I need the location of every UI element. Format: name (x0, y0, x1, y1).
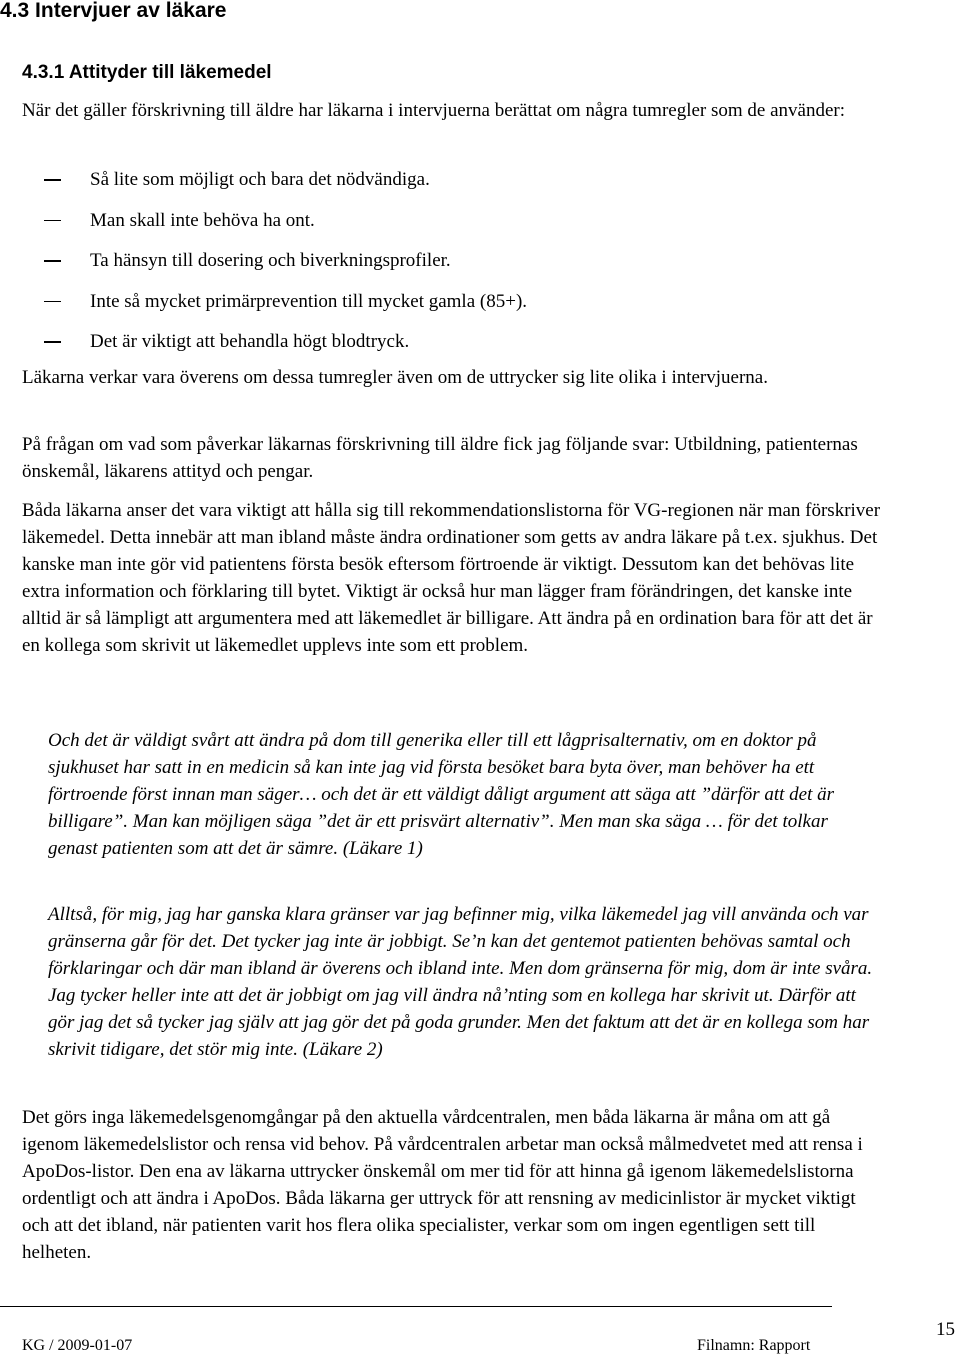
dash-bullet (44, 341, 61, 343)
footer-filename: Filnamn: Rapport (697, 1337, 811, 1354)
list-item (44, 207, 844, 248)
quote-doctor-2: Alltså, för mig, jag har ganska klara gränser var jag befinner mig, vilka läkemedel jag vill använda och var gränserna går för det. Det tycker jag inte är jobbigt. Se’n kan det gentemot patienten behövas samtal och förklaringar och där man ibland är överens och ibland inte. Men dom gränserna för mig, dom är inte svåra. Jag tycker heller inte att det är jobbigt om jag vill ändra nå’nting som en kollega har skrivit ut. Därför att gör jag det så tycker jag själv att jag gör det på goda grunder. Men det faktum att det är en kollega som har skrivit tidigare, det stör mig inte. (Läkare 2) (48, 904, 873, 1060)
list-item (44, 288, 844, 329)
dash-bullet (44, 179, 61, 181)
list-item-text: Inte så mycket primärprevention till mycket gamla (85+). (90, 290, 528, 312)
intro-paragraph: När det gäller förskrivning till äldre har läkarna i intervjuerna berättat om några tumregler som de använder: (22, 100, 846, 121)
dash-bullet (44, 220, 61, 222)
dash-bullet (44, 301, 61, 303)
footer-author-date: KG / 2009-01-07 (22, 1337, 133, 1354)
section-heading: 4.3 Intervjuer av läkare (0, 0, 227, 22)
subsection-heading: 4.3.1 Attityder till läkemedel (22, 62, 272, 83)
dash-bullet (44, 260, 61, 262)
page-number: 15 (936, 1319, 955, 1340)
list-item-text: Det är viktigt att behandla högt blodtryck. (90, 331, 410, 352)
influences-paragraph: På frågan om vad som påverkar läkarnas förskrivning till äldre fick jag följande svar: Utbildning, patienternas önskemål, läkarens attityd och pengar. (22, 434, 858, 482)
list-item (44, 247, 844, 288)
rules-list (44, 166, 844, 369)
recommendations-paragraph: Båda läkarna anser det vara viktigt att hålla sig till rekommendationslistorna för VG-regionen när man förskriver läkemedel. Detta innebär att man ibland måste ändra ordinationer som getts av andra läkare på t.ex. sjukhus. Det kanske man inte gör vid patientens första besök eftersom förtroende är viktigt. Dessutom kan det behövas lite extra information och förklaring till bytet. Viktigt är också hur man lägger fram förändringen, det kanske inte alltid är så lämpligt att argumentera med att läkemedlet är billigare. Att ändra på en ordination bara för att det är en kollega som skrivit ut läkemedlet upplevs inte som ett problem. (22, 500, 881, 656)
reviews-paragraph: Det görs inga läkemedelsgenomgångar på den aktuella vårdcentralen, men båda läkarna är måna om att gå igenom läkemedelslistor och rensa vid behov. På vårdcentralen arbetar man också målmedvetet med att rensa i ApoDos-listor. Den ena av läkarna uttrycker önskemål om mer tid för att hinna gå igenom läkemedelslistorna ordentligt och att ändra i ApoDos. Båda läkarna ger uttryck för att rensning av medicinlistor är mycket viktigt och att det ibland, när patienten varit hos flera olika specialister, verkar som om ingen egentligen sett till helheten. (22, 1107, 863, 1263)
list-item-text: Man skall inte behöva ha ont. (90, 209, 315, 231)
list-item (44, 166, 844, 207)
consensus-paragraph: Läkarna verkar vara överens om dessa tumregler även om de uttrycker sig lite olika i intervjuerna. (22, 367, 768, 388)
list-item (44, 328, 844, 369)
list-item-text: Så lite som möjligt och bara det nödvändiga. (90, 169, 430, 190)
list-item-text: Ta hänsyn till dosering och biverkningsprofiler. (90, 250, 451, 271)
quote-doctor-1: Och det är väldigt svårt att ändra på dom till generika eller till ett lågprisalternativ, om en doktor på sjukhuset har satt in en medicin så kan inte jag vid första besöket bara byta över, man behöver ha ett förtroende först innan man säger… och det är ett väldigt dåligt argument att säga att ”därför att det är billigare”. Man kan möjligen säga ”det är ett prisvärt alternativ”. Men man ska säga … för det tolkar genast patienten som att det är sämre. (Läkare 1) (48, 730, 835, 859)
footer-divider (0, 1306, 832, 1307)
